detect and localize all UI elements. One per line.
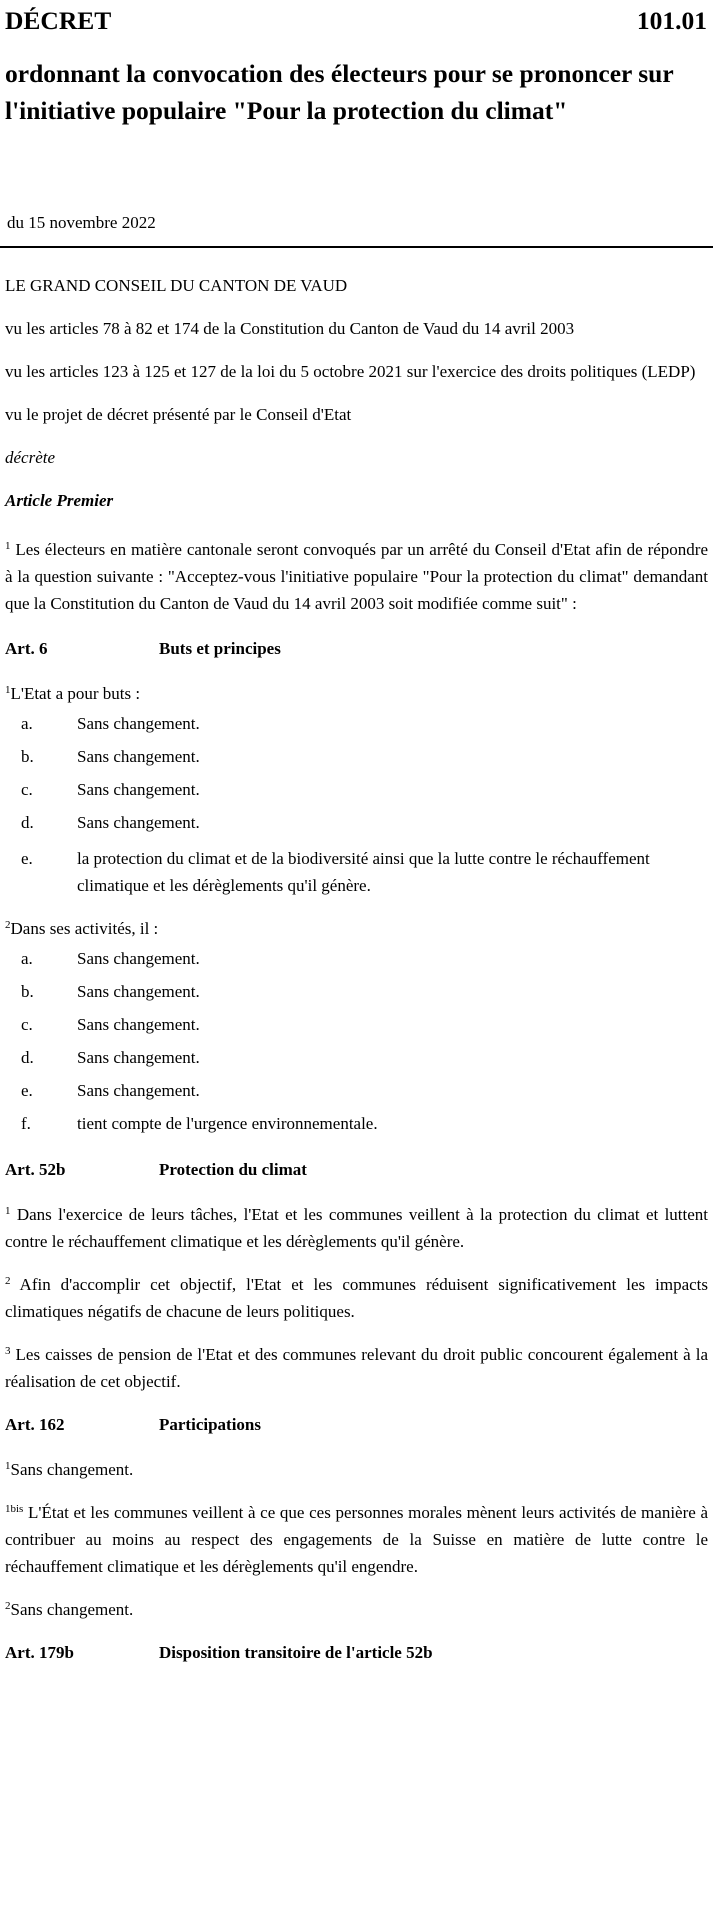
item-letter: d. [21,813,34,832]
item-letter: d. [21,1048,34,1067]
preamble-recital: vu les articles 123 à 125 et 127 de la loi du 5 octobre 2021 sur l'exercice des droits politiques (LEDP) [5,362,696,381]
item-text: Sans changement. [77,1048,200,1067]
list-item [5,1041,708,1074]
article-premier-paragraph [5,536,708,617]
alinea-text: Sans changement. [10,1600,134,1619]
document-date: du 15 novembre 2022 [7,213,156,232]
alinea [5,1596,708,1623]
item-text: la protection du climat et de la biodiversité ainsi que la lutte contre le réchauffement climatique et les dérèglements qu'il génère. [77,849,650,895]
alinea [5,1271,708,1325]
letter-list [5,707,708,899]
alinea-text: Sans changement. [10,1460,134,1479]
alinea-text: Dans l'exercice de leurs tâches, l'Etat et les communes veillent à la protection du climat et luttent contre le réchauffement climatique et les dérèglements qu'il génère. [5,1205,709,1251]
preamble-recital: vu le projet de décret présenté par le Conseil d'Etat [5,405,352,424]
article-heading [5,1411,708,1438]
alinea-number: 2 [5,1600,11,1612]
alinea [5,1499,708,1580]
article-premier-title: Article Premier [5,491,114,510]
item-letter: a. [21,949,33,968]
item-text: Sans changement. [77,949,200,968]
article-number: Art. 6 [5,639,48,658]
alinea-text: L'État et les communes veillent à ce que ces personnes morales mènent leurs activités de manière à contribuer au moins au respect des engagements de la Suisse en matière de lutte contre le réchauffement climatique et les dérèglements qu'il engendre. [5,1503,709,1576]
preamble-authority: LE GRAND CONSEIL DU CANTON DE VAUD [5,276,348,295]
alinea [5,1201,708,1255]
article-number: Art. 162 [5,1415,65,1434]
list-item [5,1074,708,1107]
item-letter: a. [21,714,33,733]
item-text: Sans changement. [77,714,200,733]
item-text: Sans changement. [77,780,200,799]
document-subject: ordonnant la convocation des électeurs pour se prononcer sur l'initiative populaire "Pour la protection du climat" [5,59,674,125]
article-number: Art. 179b [5,1643,74,1662]
alinea [5,915,708,942]
header-divider [0,246,713,248]
alinea [5,1456,708,1483]
alinea-text: L'Etat a pour buts : [10,684,141,703]
item-text: Sans changement. [77,747,200,766]
list-item [5,975,708,1008]
article-title: Disposition transitoire de l'article 52b [159,1643,433,1662]
preamble-recital: vu les articles 78 à 82 et 174 de la Constitution du Canton de Vaud du 14 avril 2003 [5,319,575,338]
alinea-number: 1 [5,684,11,696]
alinea-number: 1bis [5,1503,24,1515]
item-text: Sans changement. [77,813,200,832]
list-item [5,942,708,975]
item-letter: c. [21,1015,33,1034]
item-text: Sans changement. [77,1081,200,1100]
article-heading [5,1156,708,1183]
item-letter: e. [21,849,33,868]
list-item [5,1008,708,1041]
alinea-number: 1 [5,1460,11,1472]
alinea-text: Afin d'accomplir cet objectif, l'Etat et les communes réduisent significativement les impacts climatiques négatifs de chacune de leurs politiques. [5,1275,708,1321]
alinea-number: 2 [5,919,11,931]
list-item [5,806,708,839]
item-letter: f. [21,1114,31,1133]
list-item [5,773,708,806]
paragraph-text: Les électeurs en matière cantonale seront convoqués par un arrêté du Conseil d'Etat afin de répondre à la question suivante : "Acceptez-vous l'initiative populaire "Pour la protection du climat" demandant que la Constitution du Canton de Vaud du 14 avril 2003 soit modifiée comme suit" : [5,540,708,613]
alinea-number: 1 [5,1205,11,1217]
article-title: Participations [159,1415,261,1434]
paragraph-number: 1 [5,540,11,552]
article-number: Art. 52b [5,1160,66,1179]
item-text: Sans changement. [77,982,200,1001]
document-type: DÉCRET [5,6,112,35]
alinea-text: Les caisses de pension de l'Etat et des communes relevant du droit public concourent également à la réalisation de cet objectif. [5,1345,709,1391]
item-letter: b. [21,982,34,1001]
item-letter: b. [21,747,34,766]
decree-formula: décrète [5,448,56,467]
alinea-number: 3 [5,1345,11,1357]
document-body [5,272,708,1684]
item-letter: c. [21,780,33,799]
article-title: Buts et principes [159,639,281,658]
list-item [5,707,708,740]
alinea [5,680,708,707]
item-text: tient compte de l'urgence environnementale. [77,1114,378,1133]
alinea-number: 2 [5,1275,11,1287]
article-title: Protection du climat [159,1160,307,1179]
item-letter: e. [21,1081,33,1100]
list-item [5,740,708,773]
alinea [5,1341,708,1395]
letter-list [5,942,708,1140]
list-item [5,1107,708,1140]
article-heading [5,1639,708,1666]
list-item [5,845,708,899]
item-text: Sans changement. [77,1015,200,1034]
article-heading [5,635,708,662]
document-number: 101.01 [636,6,707,35]
alinea-text: Dans ses activités, il : [10,919,159,938]
